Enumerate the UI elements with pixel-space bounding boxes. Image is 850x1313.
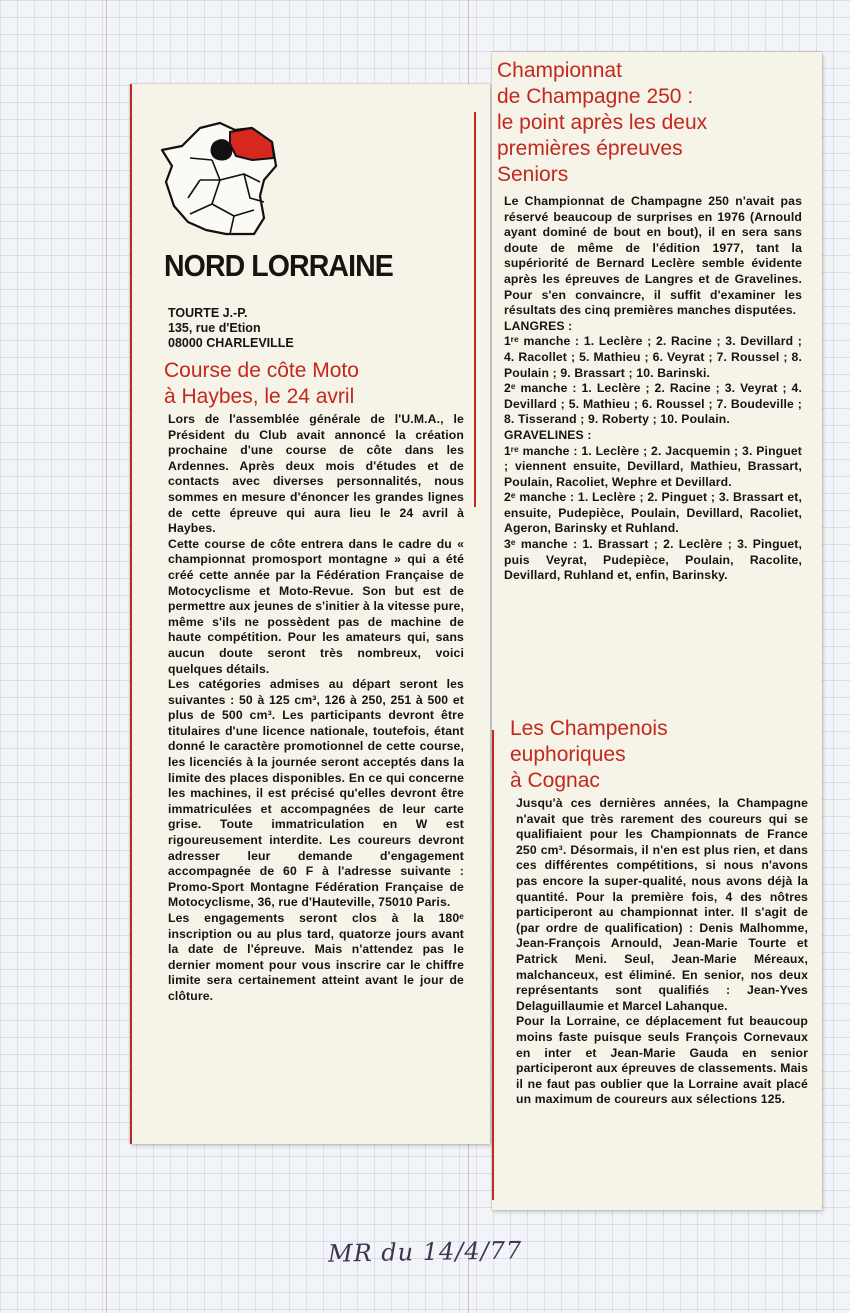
right-clipping	[492, 52, 822, 1210]
section-masthead: NORD LORRAINE	[164, 248, 393, 283]
headline-line: premières épreuves	[497, 137, 683, 160]
address-line: TOURTE J.-P.	[168, 306, 248, 320]
results-line: 1ʳᵉ manche : 1. Leclère ; 2. Racine ; 3. Devillard ; 4. Racollet ; 5. Mathieu ; 6. Veyrat ; 7. Roussel ; 8. Poulain ; 9. Brassart ; 10. Barinski.	[504, 334, 802, 380]
article-paragraph: Les engagements seront clos à la 180ᵉ inscription ou au plus tard, quatorze jours avant la date de l'épreuve. Mais n'attendez pas le dernier moment pour vous inscrire car le chiffre limite sera certainement atteint avant le jour de clôture.	[168, 911, 464, 1003]
headline-line: Course de côte Moto	[164, 359, 359, 382]
left-clipping	[130, 84, 490, 1144]
article-headline	[164, 358, 359, 410]
headline-line: à Haybes, le 24 avril	[164, 385, 355, 408]
headline-line: le point après les deux	[497, 111, 708, 134]
results-line: 2ᵉ manche : 1. Leclère ; 2. Pinguet ; 3. Brassart et, ensuite, Pudepièce, Poulain, Devillard, Racoliet, Ageron, Barinsky et Ruhland.	[504, 490, 802, 536]
article-body	[504, 194, 802, 584]
headline-line: Seniors	[497, 163, 569, 186]
headline-line: à Cognac	[510, 769, 600, 792]
headline-line: Les Champenois	[510, 717, 668, 740]
france-map-icon	[160, 118, 282, 238]
handwritten-date-note: MR du 14/4/77	[327, 1236, 523, 1268]
article-paragraph: Jusqu'à ces dernières années, la Champagne n'avait que très rarement des coureurs qui se qualifiaient pour les Championnats de France 250 cm³. Désormais, il n'en est plus rien, et dans ces différentes compétitions, si nous n'avons pas encore la super-qualité, nous avons déjà la quantité. Pour la première fois, 4 des nôtres participeront au championnat inter. Il s'agit de (par ordre de qualification) : Denis Malhomme, Jean-François Arnould, Jean-Marie Tourte et Patrick Meni. Seul, Jean-Marie Méreaux, malchanceux, est éliminé. En senior, nos deux représentants sont qualifiés : Jean-Yves Delaguillaumie et Marcel Lahanque.	[516, 796, 808, 1013]
address-line: 135, rue d'Etion	[168, 321, 261, 335]
article-headline	[510, 716, 668, 794]
results-line: 3ᵉ manche : 1. Brassart ; 2. Leclère ; 3. Pinguet, puis Veyrat, Pudepièce, Poulain, Racolite, Devillard, Ruhland et, enfin, Barinsky.	[504, 537, 802, 583]
article-headline	[497, 58, 707, 188]
left-column-red-rule	[474, 112, 476, 507]
article-paragraph: Pour la Lorraine, ce déplacement fut beaucoup moins faste puisque seuls François Cornevaux en inter et Jean-Marie Gauda en senior participeront aux épreuves de classements. Mais il ne faut pas oublier que la Lorraine avait placé un maximum de coureurs aux sélections 125.	[516, 1014, 808, 1107]
headline-line: Championnat	[497, 59, 622, 82]
results-heading: LANGRES :	[504, 318, 573, 333]
results-heading: GRAVELINES :	[504, 427, 592, 442]
results-line: 2ᵉ manche : 1. Leclère ; 2. Racine ; 3. Veyrat ; 4. Devillard ; 5. Mathieu ; 6. Roussel ; 7. Boudeville ; 8. Tisserand ; 9. Roberty ; 10. Poulain.	[504, 381, 802, 427]
address-line: 08000 CHARLEVILLE	[168, 336, 294, 350]
correspondent-address	[168, 306, 294, 351]
article-paragraph: Le Championnat de Champagne 250 n'avait pas réservé beaucoup de surprises en 1976 (Arnould ayant dominé de bout en bout), il en sera sans doute de même de l'édition 1977, tant la supériorité de Bernard Leclère semble évidente après les épreuves de Langres et de Gravelines. Pour s'en convaincre, il suffit d'examiner les résultats des cinq premières manches disputées.	[504, 194, 802, 318]
left-red-rule	[130, 84, 132, 1144]
headline-line: euphoriques	[510, 743, 626, 766]
margin-line-left	[106, 0, 107, 1313]
article-body	[516, 796, 808, 1108]
headline-line: de Champagne 250 :	[497, 85, 694, 108]
article-paragraph: Lors de l'assemblée générale de l'U.M.A., le Président du Club avait annoncé la création prochaine d'une course de côte dans les Ardennes. Après deux mois d'études et de contacts avec diverses personnalités, nous sommes en mesure d'énoncer les grandes lignes de cette épreuve qui aura lieu le 24 avril à Haybes.	[168, 412, 464, 536]
article-paragraph: Cette course de côte entrera dans le cadre du « championnat promosport montagne » qui a été créé cette année par la Fédération Française de Motocyclisme et Moto-Revue. Son but est de permettre aux jeunes de s'initier à la vitesse pure, même s'ils ne possèdent pas de machine de haute compétition. Pour les amateurs qui, sans aucun doute seront très nombreux, voici quelques détails.	[168, 536, 464, 676]
right-red-rule	[492, 730, 494, 1200]
article-paragraph: Les catégories admises au départ seront les suivantes : 50 à 125 cm³, 126 à 250, 251 à 500 et plus de 500 cm³. Les participants devront être titulaires d'une licence nationale, toutefois, étant donné le caractère promotionnel de cette course, les licenciés à la journée seront acceptés dans la limite des places disponibles. En ce qui concerne les machines, il est précisé qu'elles devront être immatriculées et accompagnées de leur carte grise. Toute immatriculation en W est rigoureusement interdite. Les coureurs devront adresser leur demande d'engagement accompagnée de 60 F à l'adresse suivante : Promo-Sport Montagne Fédération Française de Motocyclisme, 36, rue d'Hauteville, 75010 Paris.	[168, 677, 464, 910]
results-line: 1ʳᵉ manche : 1. Leclère ; 2. Jacquemin ; 3. Pinguet ; viennent ensuite, Devillard, Mathieu, Brassart, Poulain, Racoliet, Wephre et Devillard.	[504, 443, 802, 489]
article-body	[168, 412, 464, 1005]
